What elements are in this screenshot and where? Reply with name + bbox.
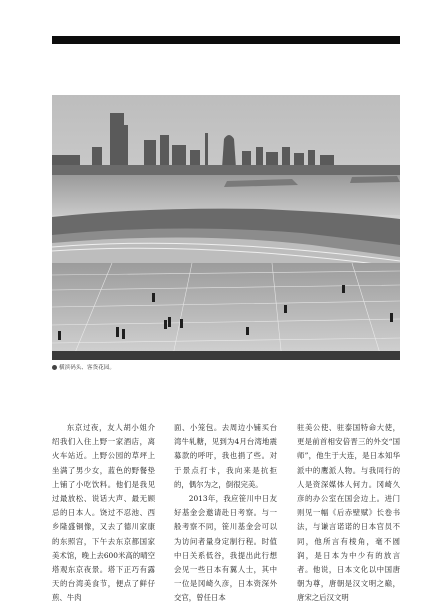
article-paragraph: 驻美公使、驻泰国特命大使，更是前首相安倍晋三的外交“国师”，他生于大连，是日本知华派中的鹰派人物。与我同行的人是资深媒体人何力。冈崎久彦的办公室在国会边上。进门则见一幅《后赤壁赋》长卷书法，与谦言诺诺的日本官员不同，他所言有棱角，毫不圆润，是日本为中少有的放言者。他说，日本文化以中国唐朝为尊，唐朝是汉文明之巅，唐宋之后汉文明 [297,423,400,603]
article-body [52,421,400,603]
photo-caption [52,364,115,372]
article-paragraph: 东京过夜，友人胡小姐介绍我们入住上野一家酒店，离火车站近。上野公园的草坪上坐满了男少女，蓝色的野餐垫上铺了小吃饮料。他们是我见过最放松、说话大声、最无顾忌的日本人。饶过不忍池、西乡隆盛铜像，又去了德川家康的东照宫，下午去东京都国家美术馆，晚上去600米高的晴空塔观东京夜景。塔下正巧有露天的台湾美食节，便点了鲜仔煎、牛肉 [52,423,155,603]
photo-caption-text: 横滨码头、客货花园。 [59,365,115,371]
article-column-1 [52,421,155,606]
harbor-pier-photo [52,95,400,360]
bullet-icon [52,365,57,370]
article-column-3 [297,421,400,606]
article-paragraph: 面、小笼包。去周边小铺买台湾牛轧糖，见到为4月台湾地震募款的呼吁，我也捐了些。对于景点打卡，我向来是抗拒的，偶尔为之，倒很完美。 [174,423,277,489]
article-paragraph: 2013年，我应笹川中日友好基金会邀请赴日考察。与一般考察不同，笹川基金会可以为访问者量身定制行程。时值中日关系低谷，我提出此行想会见一些日本有翼人士，其中一位是冈崎久彦，日本资深外交官，曾任日本 [174,494,277,603]
article-column-2 [174,421,277,606]
header-rule [52,36,400,44]
